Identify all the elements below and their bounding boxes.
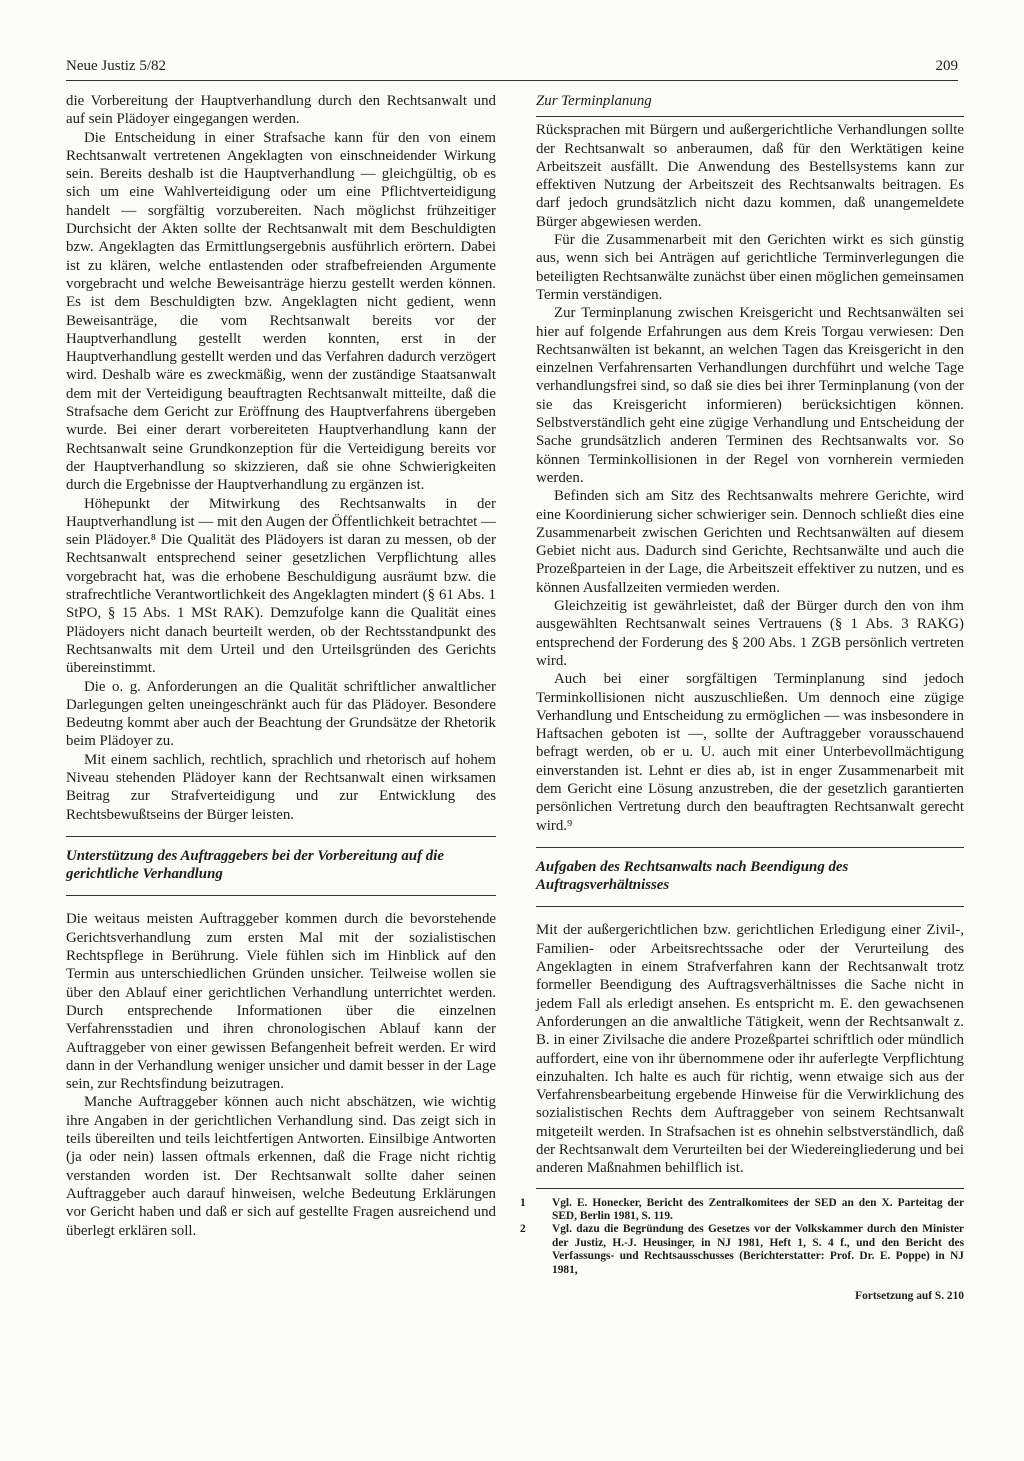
- section-rule: [66, 895, 496, 896]
- section-title-unterstuetzung: Unterstützung des Auftraggebers bei der Vorbereitung auf die gerichtliche Verhandlung: [66, 847, 444, 883]
- paragraph: Mit einem sachlich, rechtlich, sprachlich und rhetorisch auf hohem Niveau stehenden Plädoyer kann der Rechtsanwalt einen wirksamen Beitrag zur Strafverteidigung und zur Entwicklung des Rechtsbewußtseins der Bürger leisten.: [66, 751, 496, 823]
- section-rule: [536, 847, 964, 848]
- header-rule: [66, 80, 958, 81]
- section-body: [536, 921, 964, 1177]
- section-title-aufgaben: Aufgaben des Rechtsanwalts nach Beendigung des Auftragsverhältnisses: [536, 858, 849, 894]
- footnote-rule: [536, 1188, 964, 1189]
- paragraph: Zur Terminplanung zwischen Kreisgericht und Rechtsanwälten sei hier auf folgende Erfahrungen aus dem Kreis Torgau verwiesen: Den Rechtsanwälten ist bekannt, an welchen Tagen das Kreisgericht in den einzelnen Verfahrensarten Verhandlungen durchführt und welche Tage verhandlungsfrei sind, so daß sie dies bei ihrer Terminplanung (von der sie das Kreisgericht informieren) berücksichtigen können. Selbstverständlich geht eine zügige Verhandlung und Entscheidung der Sache grundsätzlich anderen Terminen des Rechtsanwalts vor. So können Terminkollisionen in der Regel von vornherein vermieden werden.: [536, 305, 964, 486]
- journal-title: Neue Justiz 5/82: [66, 58, 166, 74]
- paragraph: Höhepunkt der Mitwirkung des Rechtsanwalts in der Hauptverhandlung ist — mit den Augen der Öffentlichkeit betrachtet — sein Plädoyer.⁸ Die Qualität des Plädoyers ist daran zu messen, ob der Rechtsanwalt entsprechend seiner gesetzlichen Verpflichtung alles vorgebracht hat, was die erhobene Beschuldigung ausräumt bzw. die strafrechtliche Verantwortlichkeit des Angeklagten mindert (§ 61 Abs. 1 StPO, § 15 Abs. 1 MSt RAK). Demzufolge kann die Qualität eines Plädoyers nicht danach beurteilt werden, ob der Rechtsstandpunkt des Rechtsanwalts mit dem Urteil und den Urteilsgründen des Gerichts übereinstimmt.: [66, 495, 496, 677]
- section-body: [66, 910, 496, 1239]
- continuation-note: Fortsetzung auf S. 210: [855, 1290, 964, 1303]
- section-title-terminplanung: Zur Terminplanung: [536, 93, 652, 109]
- section-body: [536, 121, 964, 835]
- footnote-text: Vgl. E. Honecker, Bericht des Zentralkomitees der SED an den X. Parteitag der SED, Berlin 1981, S. 119.: [552, 1196, 964, 1223]
- section-rule: [536, 906, 964, 907]
- paragraph: Für die Zusammenarbeit mit den Gerichten wirkt es sich günstig aus, wenn sich bei Anträgen auf gerichtliche Terminverlegungen die beteiligten Rechtsanwälte zunächst über einen möglichen gemeinsamen Termin verständigen.: [536, 232, 964, 303]
- right-column: [520, 92, 964, 1305]
- left-column: [66, 92, 496, 1240]
- paragraph: Mit der außergerichtlichen bzw. gerichtlichen Erledigung einer Zivil-, Familien- oder Arbeitsrechtssache oder der Verurteilung des Angeklagten in einem Strafverfahren kann der Rechtsanwalt trotz formeller Beendigung des Auftragsverhältnisses die Sache nicht in jedem Fall als erledigt ansehen. Es entspricht m. E. den gewachsenen Anforderungen an die anwaltliche Tätigkeit, wenn der Rechtsanwalt z. B. in einer Zivilsache die andere Prozeßpartei schriftlich oder mündlich auffordert, eine von ihr übernommene oder ihr auferlegte Verpflichtung einzuhalten. Ich halte es auch für richtig, wenn etwaige sich aus der Verfahrensbearbeitung ergebende Hinweise für die Verwirklichung des sozialistischen Rechts dem Auftraggeber von seinem Rechtsanwalt mitgeteilt werden. In Strafsachen ist es ohnehin selbstverständlich, daß der Rechtsanwalt dem Verurteilten bei der Wiedereingliederung und bei anderen Maßnahmen behilflich ist.: [536, 922, 964, 1177]
- paragraph: Die o. g. Anforderungen an die Qualität schriftlicher anwaltlicher Darlegungen gelten uneingeschränkt auch für das Plädoyer. Besondere Bedeutng kommt aber auch der Beachtung der Grundsätze der Rhetorik beim Plädoyer zu.: [66, 678, 496, 750]
- page-number: 209: [935, 58, 958, 74]
- paragraph: Rücksprachen mit Bürgern und außergerichtliche Verhandlungen sollte der Rechtsanwalt so anberaumen, daß für den Werktätigen keine Arbeitszeit ausfällt. Die Anwendung des Bestellsystems kann zur effektiven Nutzung der Arbeitszeit des Rechtsanwalts beitragen. Es darf jedoch grundsätzlich nicht dazu kommen, daß unangemeldete Bürger abgewiesen werden.: [536, 122, 964, 230]
- footnote-text: Vgl. dazu die Begründung des Gesetzes vor der Volkskammer durch den Minister der Justiz, H.-J. Heusinger, in NJ 1981, Heft 1, S. 4 f., und den Bericht des Verfassungs- und Rechtsausschusses (Berichterstatter: Prof. Dr. E. Poppe) in NJ 1981,: [552, 1223, 964, 1276]
- footnote-number: 1: [520, 1196, 526, 1209]
- footnote: [520, 1196, 964, 1224]
- paragraph: Manche Auftraggeber können auch nicht abschätzen, wie wichtig ihre Angaben in der gerichtlichen Verhandlung sind. Das zeigt sich in teils übereilten und teils leichtfertigen Antworten. Einsilbige Antworten (ja oder nein) lassen oftmals erkennen, daß die Frage nicht richtig verstanden worden ist. Der Rechtsanwalt sollte daher seinen Auftraggeber auch darauf hinweisen, welche Bedeutung Erklärungen vor Gericht haben und daß er sich auf gestellte Fragen ausreichend und überlegt erklären soll.: [66, 1094, 496, 1239]
- paragraph: Die Entscheidung in einer Strafsache kann für den von einem Rechtsanwalt vertretenen Angeklagten von einschneidender Wirkung sein. Bereits deshalb ist die Hauptverhandlung — gleichgültig, ob es sich um eine Wahlverteidigung oder um eine Pflichtverteidigung handelt — sorgfältig vorzubereiten. Nach möglichst frühzeitiger Durchsicht der Akten sollte der Rechtsanwalt mit dem Beschuldigten bzw. Angeklagten das Ermittlungsergebnis ausführlich erörtern. Dabei ist zu klären, welche entlastenden oder strafbefreienden Argumente vorgebracht und welche Beweisanträge hierzu gestellt werden können. Es ist dem Beschuldigten bzw. Angeklagten nicht gedient, wenn Beweisanträge, die vom Rechtsanwalt bereits vor der Hauptverhandlung gestellt werden konnten, erst in der Hauptverhandlung gestellt werden und das Verfahren dadurch verzögert wird. Deshalb wäre es zweckmäßig, wenn der zuständige Staatsanwalt dem mit der Verteidigung beauftragten Rechtsanwalt mitteilte, daß die Strafsache dem Gericht zur Eröffnung des Hauptverfahrens übergeben wurde. Bei einer derart vorbereiteten Hauptverhandlung kann der Rechtsanwalt seine Grundkonzeption für die Verteidigung bereits vor der Hauptverhandlung so skizzieren, daß sie ohne Schwierigkeiten durch die Ergebnisse der Hauptverhandlung zu ergänzen ist.: [66, 129, 496, 494]
- paragraph: Befinden sich am Sitz des Rechtsanwalts mehrere Gerichte, wird eine Koordinierung sicher schwieriger sein. Dennoch schließt dies eine Zusammenarbeit zwischen Gerichten und Rechtsanwälten auf diesem Gebiet nicht aus. Dadurch sind Gerichte, Rechtsanwälte und auch die Prozeßparteien in der Lage, die Arbeitszeit effektiver zu nutzen, und es können Ausfallzeiten vermieden werden.: [536, 488, 964, 596]
- footnote: [520, 1223, 964, 1277]
- paragraph: Auch bei einer sorgfältigen Terminplanung sind jedoch Terminkollisionen nicht auszuschließen. Um dennoch eine zügige Verhandlung und Entscheidung zu ermöglichen — was insbesondere in Haftsachen geboten ist —, sollte der Auftraggeber vorausschauend befragt werden, ob er u. U. auch mit einer Unterbevollmächtigung einverstanden ist. Lehnt er dies ab, ist in enger Zusammenarbeit mit dem Gericht eine Lösung anzustreben, die der gesetzlich garantierten persönlichen Vertretung durch den beauftragten Rechtsanwalt gerecht wird.⁹: [536, 671, 964, 834]
- section-rule: [536, 116, 964, 117]
- paragraph: die Vorbereitung der Hauptverhandlung durch den Rechtsanwalt und auf sein Plädoyer eingegangen werden.: [66, 93, 496, 128]
- section-rule: [66, 836, 496, 837]
- footnotes: [520, 1196, 964, 1277]
- footnote-number: 2: [520, 1223, 526, 1236]
- paragraph: Gleichzeitig ist gewährleistet, daß der Bürger durch den von ihm ausgewählten Rechtsanwalt seines Vertrauens (§ 1 Abs. 3 RAKG) entsprechend der Forderung des § 200 Abs. 1 ZGB persönlich vertreten wird.: [536, 598, 964, 669]
- paragraph: Die weitaus meisten Auftraggeber kommen durch die bevorstehende Gerichtsverhandlung zum ersten Mal mit der sozialistischen Rechtspflege in Berührung. Viele fühlen sich im Hinblick auf den Termin aus unterschiedlichen Gründen unsicher. Teilweise wollen sie über den Ablauf einer gerichtlichen Verhandlung unterrichtet werden. Durch entsprechende Informationen über die einzelnen Verfahrensstadien und ihren chronologischen Ablauf kann der Auftraggeber von einer gewissen Befangenheit befreit werden. Er wird dann in der Verhandlung weniger unsicher und damit besser in der Lage sein, zur Rechtsfindung beizutragen.: [66, 911, 496, 1093]
